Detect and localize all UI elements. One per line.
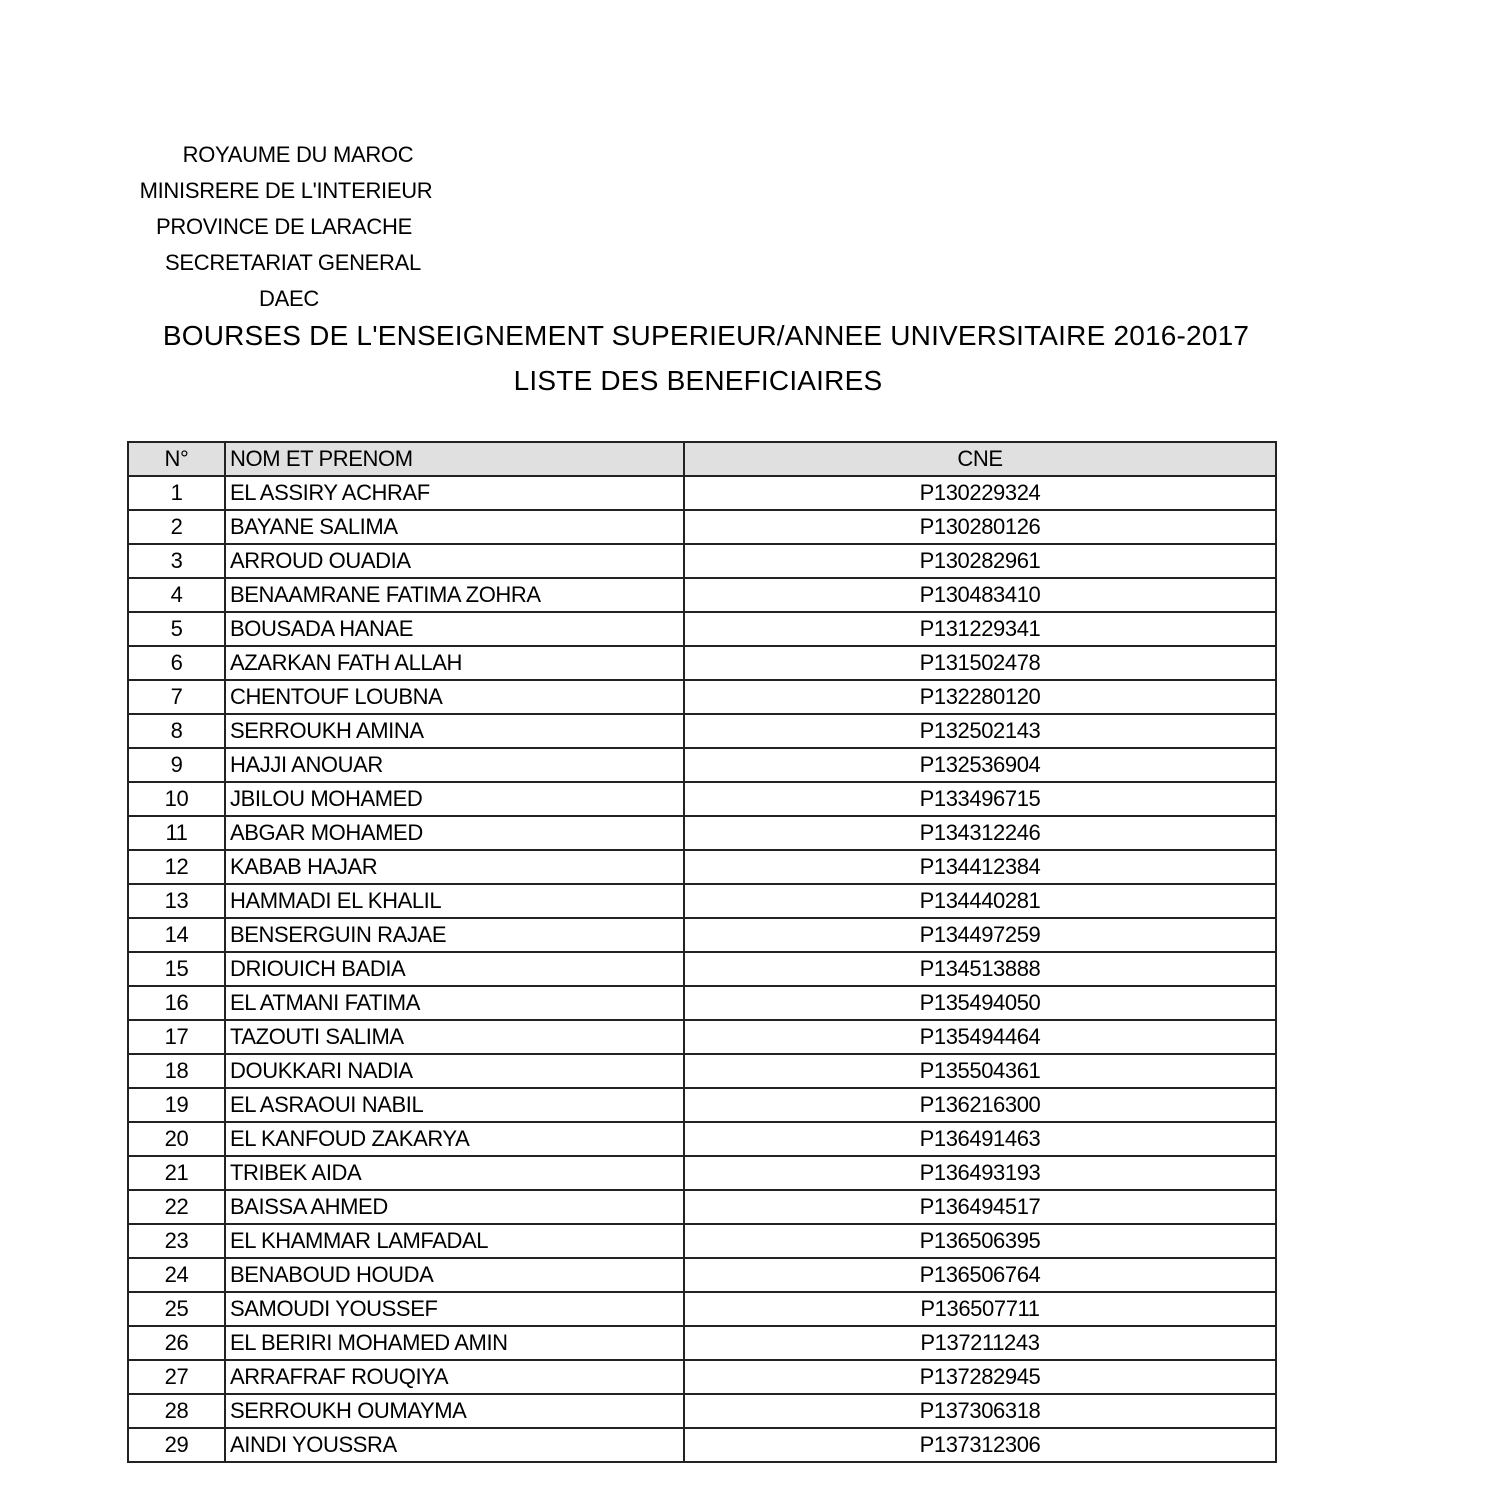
row-number: 26 xyxy=(128,1326,225,1360)
row-name: TAZOUTI SALIMA xyxy=(225,1020,684,1054)
document-subtitle: LISTE DES BENEFICIAIRES xyxy=(513,365,883,396)
header-line-secretariat: SECRETARIAT GENERAL xyxy=(165,250,421,275)
row-name: EL KANFOUD ZAKARYA xyxy=(225,1122,684,1156)
row-number: 9 xyxy=(128,748,225,782)
row-name: JBILOU MOHAMED xyxy=(225,782,684,816)
table-row xyxy=(128,680,1276,714)
row-cne: P136507711 xyxy=(684,1292,1276,1326)
table-row xyxy=(128,1122,1276,1156)
row-name: AINDI YOUSSRA xyxy=(225,1428,684,1462)
row-name: ARROUD OUADIA xyxy=(225,544,684,578)
row-name: BENSERGUIN RAJAE xyxy=(225,918,684,952)
row-name: BENAAMRANE FATIMA ZOHRA xyxy=(225,578,684,612)
table-row xyxy=(128,918,1276,952)
header-line-ministry: MINISRERE DE L'INTERIEUR xyxy=(139,178,433,203)
row-name: BENABOUD HOUDA xyxy=(225,1258,684,1292)
row-cne: P136493193 xyxy=(684,1156,1276,1190)
row-name: EL ATMANI FATIMA xyxy=(225,986,684,1020)
row-number: 6 xyxy=(128,646,225,680)
table-row xyxy=(128,1156,1276,1190)
row-cne: P134497259 xyxy=(684,918,1276,952)
table-row xyxy=(128,1360,1276,1394)
row-name: SERROUKH AMINA xyxy=(225,714,684,748)
row-name: BOUSADA HANAE xyxy=(225,612,684,646)
row-number: 4 xyxy=(128,578,225,612)
row-number: 7 xyxy=(128,680,225,714)
row-cne: P132536904 xyxy=(684,748,1276,782)
row-cne: P130483410 xyxy=(684,578,1276,612)
row-cne: P134513888 xyxy=(684,952,1276,986)
table-row xyxy=(128,1258,1276,1292)
row-number: 10 xyxy=(128,782,225,816)
row-number: 27 xyxy=(128,1360,225,1394)
row-number: 5 xyxy=(128,612,225,646)
row-cne: P134312246 xyxy=(684,816,1276,850)
row-cne: P130282961 xyxy=(684,544,1276,578)
row-number: 12 xyxy=(128,850,225,884)
row-number: 23 xyxy=(128,1224,225,1258)
row-number: 21 xyxy=(128,1156,225,1190)
row-name: AZARKAN FATH ALLAH xyxy=(225,646,684,680)
table-row xyxy=(128,748,1276,782)
table-row xyxy=(128,816,1276,850)
table-row xyxy=(128,1020,1276,1054)
row-cne: P135494050 xyxy=(684,986,1276,1020)
header-line-kingdom: ROYAUME DU MAROC xyxy=(182,142,414,167)
table-row xyxy=(128,884,1276,918)
table-row xyxy=(128,986,1276,1020)
row-number: 3 xyxy=(128,544,225,578)
table-row xyxy=(128,1394,1276,1428)
row-name: KABAB HAJAR xyxy=(225,850,684,884)
row-name: DOUKKARI NADIA xyxy=(225,1054,684,1088)
table-row xyxy=(128,578,1276,612)
row-number: 28 xyxy=(128,1394,225,1428)
table-row xyxy=(128,952,1276,986)
table-row xyxy=(128,510,1276,544)
row-number: 24 xyxy=(128,1258,225,1292)
table-row xyxy=(128,1054,1276,1088)
row-name: ARRAFRAF ROUQIYA xyxy=(225,1360,684,1394)
row-number: 14 xyxy=(128,918,225,952)
row-name: BAISSA AHMED xyxy=(225,1190,684,1224)
row-name: EL ASRAOUI NABIL xyxy=(225,1088,684,1122)
table-row xyxy=(128,1292,1276,1326)
column-header-name: NOM ET PRENOM xyxy=(225,442,684,476)
row-cne: P136506764 xyxy=(684,1258,1276,1292)
row-cne: P134412384 xyxy=(684,850,1276,884)
row-cne: P135494464 xyxy=(684,1020,1276,1054)
row-cne: P137312306 xyxy=(684,1428,1276,1462)
header-line-daec: DAEC xyxy=(259,286,319,311)
row-number: 8 xyxy=(128,714,225,748)
row-number: 13 xyxy=(128,884,225,918)
document-title: BOURSES DE L'ENSEIGNEMENT SUPERIEUR/ANNEE UNIVERSITAIRE 2016-2017 xyxy=(162,320,1250,351)
row-name: SAMOUDI YOUSSEF xyxy=(225,1292,684,1326)
table-header-row xyxy=(128,442,1276,476)
table-row xyxy=(128,782,1276,816)
row-number: 16 xyxy=(128,986,225,1020)
column-header-cne: CNE xyxy=(684,442,1276,476)
row-name: EL KHAMMAR LAMFADAL xyxy=(225,1224,684,1258)
row-name: DRIOUICH BADIA xyxy=(225,952,684,986)
table-row xyxy=(128,476,1276,510)
row-cne: P134440281 xyxy=(684,884,1276,918)
table-row xyxy=(128,612,1276,646)
row-number: 19 xyxy=(128,1088,225,1122)
table-row xyxy=(128,1190,1276,1224)
row-name: HAJJI ANOUAR xyxy=(225,748,684,782)
row-name: EL BERIRI MOHAMED AMIN xyxy=(225,1326,684,1360)
row-name: BAYANE SALIMA xyxy=(225,510,684,544)
row-number: 29 xyxy=(128,1428,225,1462)
row-cne: P137282945 xyxy=(684,1360,1276,1394)
row-number: 11 xyxy=(128,816,225,850)
row-cne: P137306318 xyxy=(684,1394,1276,1428)
row-cne: P131502478 xyxy=(684,646,1276,680)
row-name: HAMMADI EL KHALIL xyxy=(225,884,684,918)
row-cne: P136494517 xyxy=(684,1190,1276,1224)
row-cne: P136506395 xyxy=(684,1224,1276,1258)
row-cne: P136216300 xyxy=(684,1088,1276,1122)
row-number: 25 xyxy=(128,1292,225,1326)
table-row xyxy=(128,1224,1276,1258)
row-number: 22 xyxy=(128,1190,225,1224)
row-name: EL ASSIRY ACHRAF xyxy=(225,476,684,510)
row-cne: P135504361 xyxy=(684,1054,1276,1088)
row-cne: P130280126 xyxy=(684,510,1276,544)
row-cne: P133496715 xyxy=(684,782,1276,816)
row-name: TRIBEK AIDA xyxy=(225,1156,684,1190)
row-name: ABGAR MOHAMED xyxy=(225,816,684,850)
table-row xyxy=(128,1088,1276,1122)
table-row xyxy=(128,544,1276,578)
row-number: 17 xyxy=(128,1020,225,1054)
row-number: 15 xyxy=(128,952,225,986)
table-row xyxy=(128,1428,1276,1462)
row-cne: P137211243 xyxy=(684,1326,1276,1360)
row-name: SERROUKH OUMAYMA xyxy=(225,1394,684,1428)
column-header-number: N° xyxy=(128,442,225,476)
row-cne: P130229324 xyxy=(684,476,1276,510)
table-row xyxy=(128,850,1276,884)
row-cne: P131229341 xyxy=(684,612,1276,646)
row-number: 1 xyxy=(128,476,225,510)
header-line-province: PROVINCE DE LARACHE xyxy=(156,214,412,239)
beneficiaries-table xyxy=(127,441,1277,1463)
row-number: 2 xyxy=(128,510,225,544)
row-cne: P136491463 xyxy=(684,1122,1276,1156)
table-row xyxy=(128,1326,1276,1360)
table-row xyxy=(128,714,1276,748)
table-row xyxy=(128,646,1276,680)
row-number: 18 xyxy=(128,1054,225,1088)
row-cne: P132280120 xyxy=(684,680,1276,714)
row-name: CHENTOUF LOUBNA xyxy=(225,680,684,714)
row-cne: P132502143 xyxy=(684,714,1276,748)
row-number: 20 xyxy=(128,1122,225,1156)
